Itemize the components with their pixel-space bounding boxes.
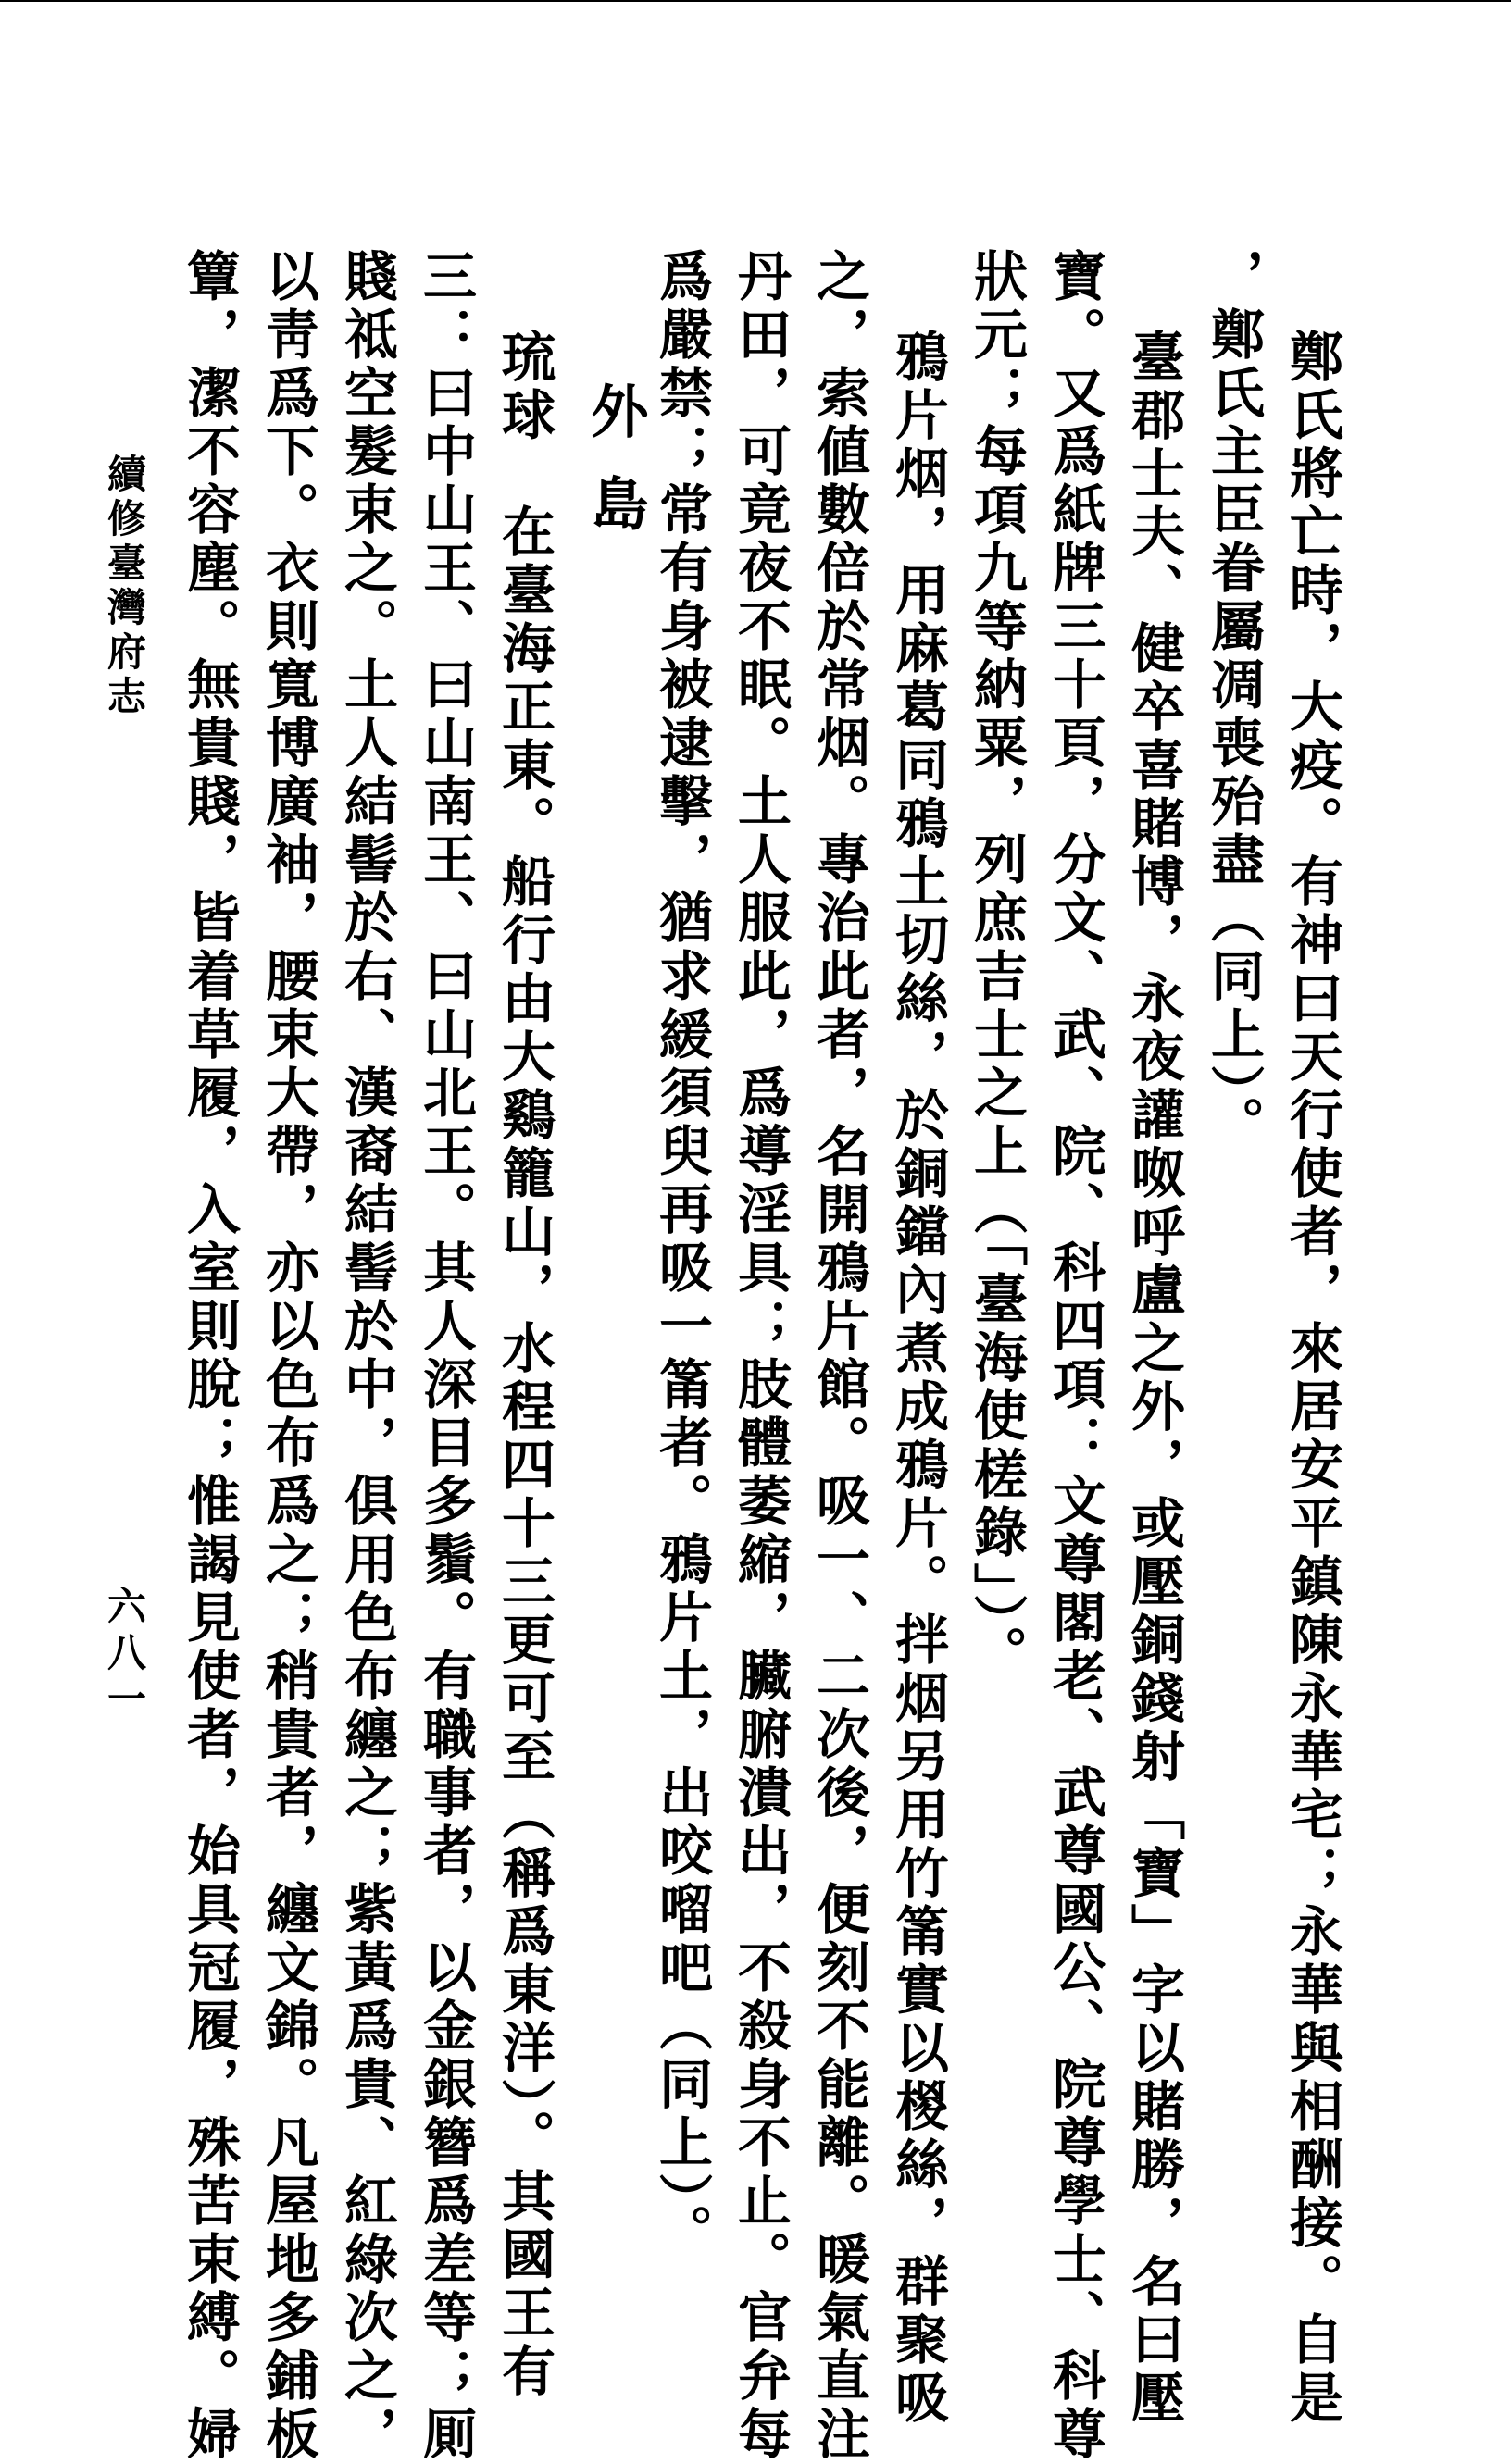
page-number: 六八一 <box>102 1586 147 1724</box>
text-column-7: 之，索値數倍於常烟。專治此者，名開鴉片館。吸一、二次後，便刻不能離。暖氣直注 <box>807 248 870 2464</box>
section-heading: 外島 <box>581 381 649 566</box>
text-column-14: 簟，潔不容塵。無貴賤，皆着草履，入室則脫；惟謁見使者，始具冠履，殊苦束縛。婦 <box>178 248 241 2464</box>
text-column-2: ，鄭氏主臣眷屬凋喪殆盡（同上）。 <box>1202 248 1265 1154</box>
text-column-8: 丹田，可竟夜不眠。土人服此，爲導淫具；肢體萎縮，臟腑潰出，不殺身不止。官弁每 <box>729 248 792 2464</box>
text-column-1: 鄭氏將亡時，大疫。有神曰天行使者，來居安平鎮陳永華宅；永華與相酬接。自是 <box>1280 329 1343 2428</box>
text-column-4: 寶。又爲紙牌三十頁，分文、武、院、科四項：文尊閣老、武尊國公、院尊學士、科尊 <box>1043 248 1106 2464</box>
text-column-3: 臺郡士夫、健卒喜賭博，永夜讙呶呼盧之外，或壓銅錢射「寶」字以賭勝，名曰壓 <box>1122 329 1185 2428</box>
text-column-6: 鴉片烟，用麻葛同鴉土切絲，於銅鐺內煮成鴉片。拌烟另用竹筩實以椶絲，群聚吸 <box>886 329 949 2428</box>
running-title: 續修臺灣府志 <box>102 454 147 720</box>
text-column-11: 三：曰中山王、曰山南王、曰山北王。其人深目多鬚。有職事者，以金銀簪爲差等；厠 <box>414 248 477 2464</box>
text-column-5: 狀元；每項九等納粟，列庶吉士之上（「臺海使槎錄」）。 <box>965 248 1028 1684</box>
text-column-12: 賤祗空髮束之。土人結髻於右、漢裔結髻於中，俱用色布纏之；紫黃爲貴、紅綠次之， <box>335 248 398 2464</box>
text-column-9: 爲嚴禁；常有身被逮擊，猶求緩須臾再吸一筩者。鴉片土，出咬𠺕吧（同上）。 <box>650 248 713 2262</box>
text-column-10: 琉球 在臺海正東。船行由大鷄籠山，水程四十三更可至（稱爲東洋）。其國王有 <box>493 329 556 2401</box>
text-column-13: 以靑爲下。衣則寬博廣袖，腰束大帶，亦以色布爲之；稍貴者，纏文錦。凡屋地多鋪板 <box>256 248 319 2464</box>
